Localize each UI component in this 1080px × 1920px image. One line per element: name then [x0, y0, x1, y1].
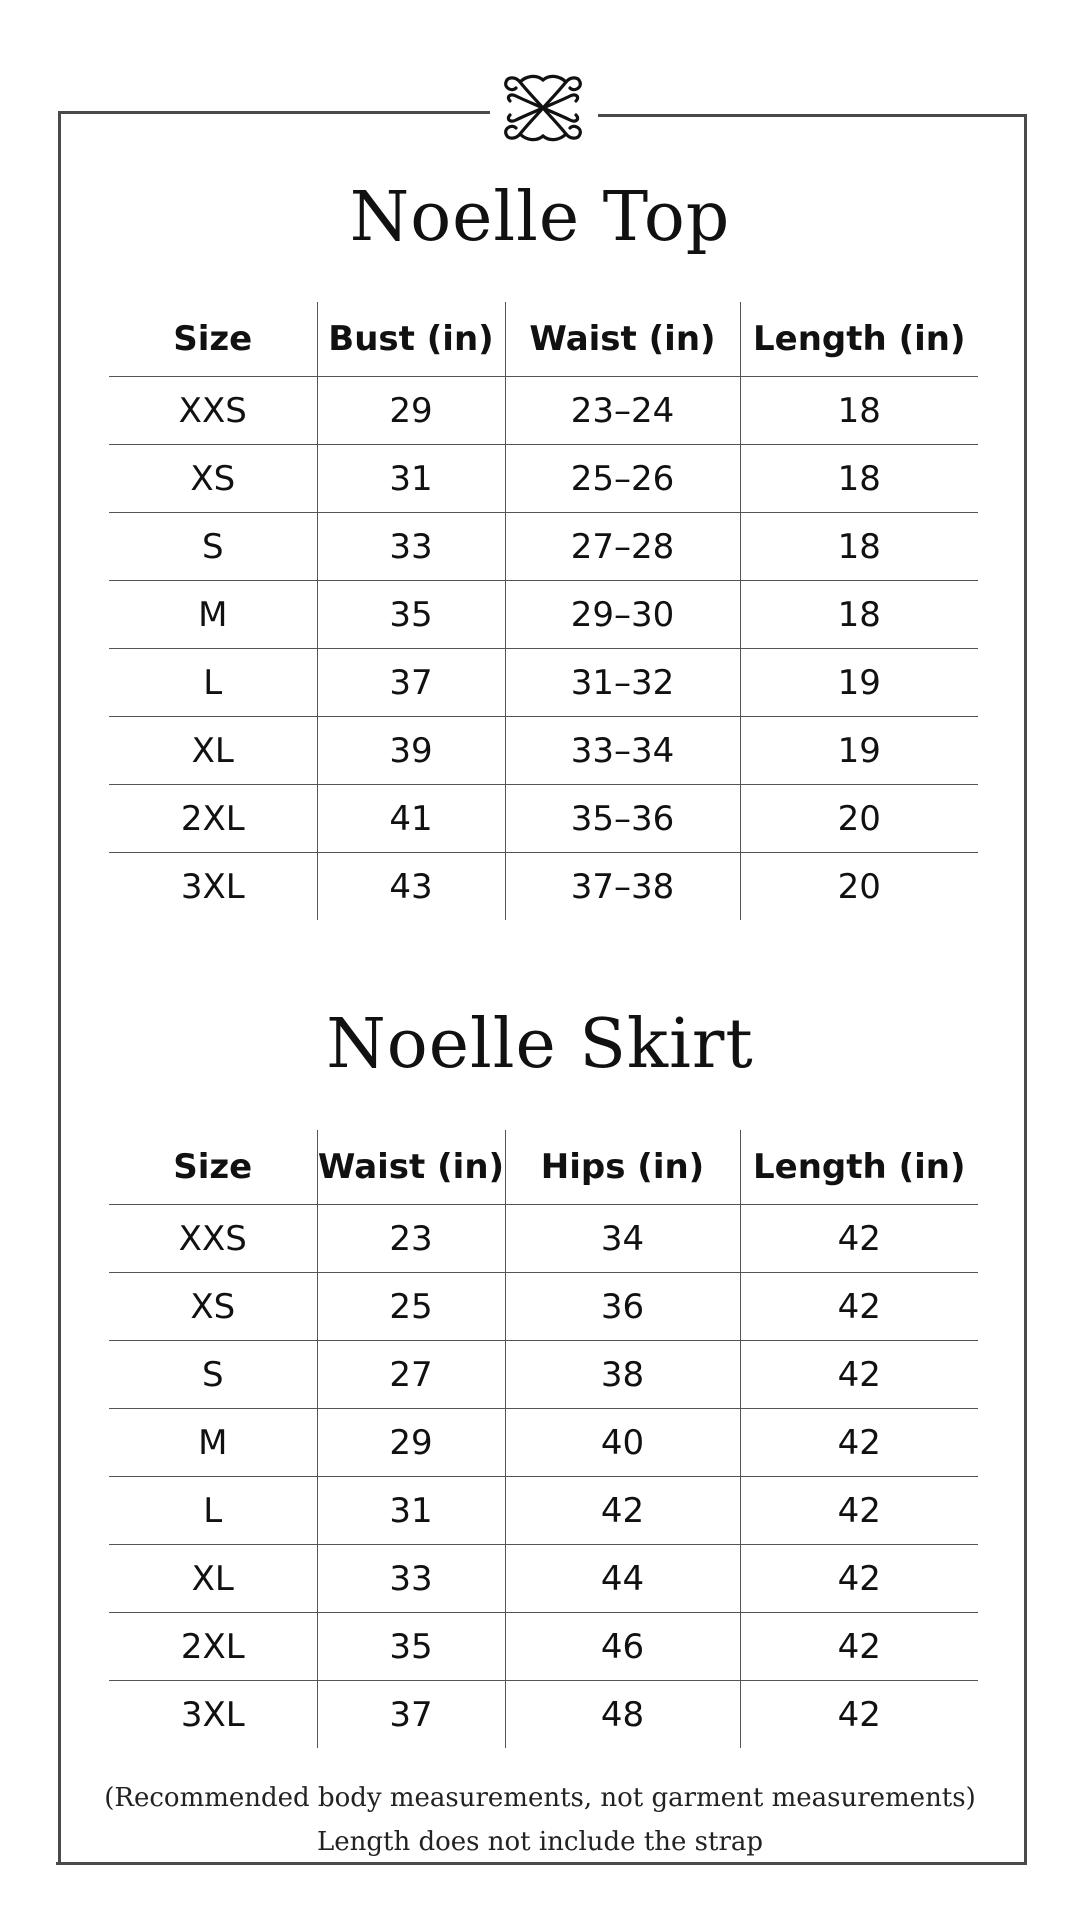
table-cell: 42	[740, 1613, 978, 1681]
column-header: Bust (in)	[317, 302, 505, 377]
table-cell: 37–38	[505, 853, 740, 921]
table-cell: 46	[505, 1613, 740, 1681]
table-row	[109, 649, 978, 717]
table-cell: 23	[317, 1205, 505, 1273]
frame-right	[1024, 114, 1027, 1865]
table-cell: 40	[505, 1409, 740, 1477]
table-cell: L	[109, 1477, 317, 1545]
table-cell: 23–24	[505, 377, 740, 445]
top-chart-title: Noelle Top	[349, 178, 731, 257]
table-cell: 3XL	[180, 1694, 245, 1735]
table-cell: 34	[505, 1205, 740, 1273]
table-cell: XL	[109, 1545, 317, 1613]
table-header-row	[109, 1130, 978, 1205]
table-row	[109, 377, 978, 445]
table-cell: S	[109, 1341, 317, 1409]
table-cell: 36	[505, 1273, 740, 1341]
table-cell: 31–32	[505, 649, 740, 717]
column-header: Waist (in)	[505, 302, 740, 377]
table-row	[109, 1273, 978, 1341]
table-cell: XS	[109, 445, 317, 513]
table-row	[109, 513, 978, 581]
column-header: Size	[109, 302, 317, 377]
column-header: Length (in)	[740, 1130, 978, 1205]
table-cell: 42	[505, 1477, 740, 1545]
column-header: Size	[109, 1130, 317, 1205]
table-cell: 35	[317, 581, 505, 649]
table-row	[109, 717, 978, 785]
table-cell: 42	[740, 1341, 978, 1409]
table-cell: 38	[505, 1341, 740, 1409]
skirt-chart-title: Noelle Skirt	[326, 1005, 754, 1084]
table-cell: 25	[317, 1273, 505, 1341]
table-cell: 42	[740, 1273, 978, 1341]
table-cell: 42	[740, 1409, 978, 1477]
table-cell: 19	[740, 649, 978, 717]
top-size-table	[109, 302, 978, 920]
skirt-size-table	[109, 1130, 978, 1748]
table-cell: 31	[317, 1477, 505, 1545]
measurement-note: (Recommended body measurements, not garment measurements)	[104, 1783, 976, 1813]
table-cell: 18	[740, 513, 978, 581]
table-cell: 2XL	[109, 785, 317, 853]
frame-left	[58, 111, 61, 1865]
frame-top-left	[58, 111, 490, 114]
table-header-row	[109, 302, 978, 377]
column-header: Waist (in)	[317, 1130, 505, 1205]
table-cell: 27–28	[505, 513, 740, 581]
table-cell: 43	[317, 853, 505, 921]
table-cell: 29	[317, 377, 505, 445]
frame-bottom	[56, 1862, 1027, 1865]
table-cell: 33	[317, 1545, 505, 1613]
table-cell: M	[109, 581, 317, 649]
table-cell: 37	[317, 1681, 505, 1749]
table-cell: 27	[317, 1341, 505, 1409]
table-cell: 20	[740, 853, 978, 921]
butterfly-ornament-icon	[498, 70, 588, 146]
table-cell: 33	[317, 513, 505, 581]
strap-note: Length does not include the strap	[316, 1827, 764, 1857]
table-cell: XXS	[109, 377, 317, 445]
table-cell: XS	[109, 1273, 317, 1341]
table-row	[109, 853, 978, 921]
table-cell: 25–26	[505, 445, 740, 513]
frame-top-right	[598, 114, 1027, 117]
table-cell: 20	[740, 785, 978, 853]
table-row	[109, 1205, 978, 1273]
table-cell: M	[109, 1409, 317, 1477]
table-cell: 29–30	[505, 581, 740, 649]
table-cell: 37	[317, 649, 505, 717]
column-header: Hips (in)	[505, 1130, 740, 1205]
table-cell: 39	[317, 717, 505, 785]
table-cell: 42	[740, 1205, 978, 1273]
table-cell: 42	[740, 1545, 978, 1613]
table-cell: 3XL	[180, 866, 245, 907]
table-row	[109, 1545, 978, 1613]
table-row	[109, 581, 978, 649]
table-cell: 18	[740, 581, 978, 649]
table-row	[109, 1341, 978, 1409]
table-cell: 29	[317, 1409, 505, 1477]
table-cell: 2XL	[109, 1613, 317, 1681]
table-row	[109, 1409, 978, 1477]
table-cell: XXS	[109, 1205, 317, 1273]
table-cell: XL	[109, 717, 317, 785]
table-cell: 33–34	[505, 717, 740, 785]
table-cell: 19	[740, 717, 978, 785]
table-cell: L	[109, 649, 317, 717]
table-cell: 48	[505, 1681, 740, 1749]
table-row	[109, 445, 978, 513]
table-cell: 35–36	[505, 785, 740, 853]
column-header: Length (in)	[740, 302, 978, 377]
table-cell: 44	[505, 1545, 740, 1613]
table-cell: 35	[317, 1613, 505, 1681]
table-cell: 18	[740, 377, 978, 445]
table-row	[109, 1681, 978, 1749]
table-row	[109, 1613, 978, 1681]
table-cell: 42	[740, 1681, 978, 1749]
table-cell: 18	[740, 445, 978, 513]
table-cell: 31	[317, 445, 505, 513]
table-cell: S	[109, 513, 317, 581]
table-cell: 42	[740, 1477, 978, 1545]
table-cell: 41	[317, 785, 505, 853]
table-row	[109, 1477, 978, 1545]
table-row	[109, 785, 978, 853]
